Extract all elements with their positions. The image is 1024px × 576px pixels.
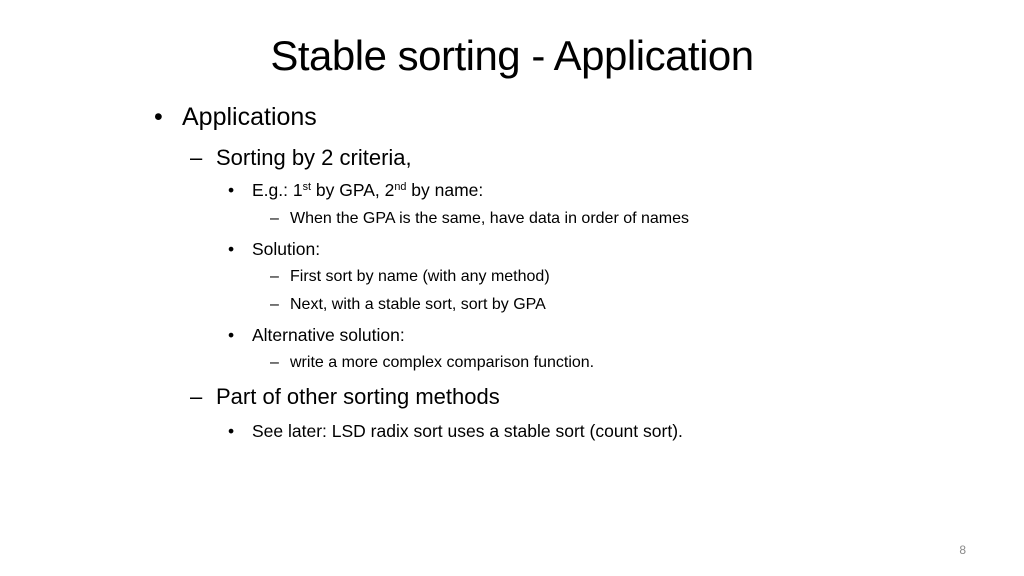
- dash-marker: –: [270, 268, 279, 285]
- bullet-marker: •: [228, 421, 235, 441]
- subitem-sorting-by-2-criteria: [190, 145, 412, 171]
- bullet-text: Applications: [182, 103, 317, 131]
- subitem-next-stable-sort: [270, 296, 546, 314]
- subitem-first-sort: [270, 268, 550, 286]
- slide-title: Stable sorting - Application: [270, 32, 754, 79]
- bullet-alternative-solution: [228, 325, 405, 346]
- subitem-text: First sort by name (with any method): [290, 268, 550, 285]
- subitem-complex-comparison: [270, 354, 594, 372]
- example-superscript-nd: nd: [394, 181, 407, 194]
- page-number: 8: [959, 543, 966, 557]
- dash-marker: –: [270, 354, 279, 371]
- bullet-marker: •: [228, 239, 235, 259]
- dash-marker: –: [270, 210, 279, 227]
- dash-marker: –: [190, 145, 203, 170]
- bullet-marker: •: [154, 103, 163, 131]
- example-middle: by GPA, 2: [311, 180, 395, 200]
- dash-marker: –: [270, 296, 279, 313]
- subitem-when-gpa-same: [270, 210, 689, 228]
- bullet-text: See later: LSD radix sort uses a stable sort (count sort).: [252, 421, 683, 441]
- subitem-text: Sorting by 2 criteria,: [216, 145, 412, 170]
- example-superscript-st: st: [302, 181, 312, 194]
- subitem-text: write a more complex comparison function.: [290, 354, 595, 371]
- bullet-marker: •: [228, 325, 235, 345]
- bullet-text: Solution:: [252, 239, 321, 259]
- example-text: [252, 180, 483, 201]
- subitem-text: Next, with a stable sort, sort by GPA: [290, 296, 546, 313]
- subitem-text: When the GPA is the same, have data in order of names: [290, 210, 690, 227]
- bullet-solution: [228, 239, 320, 260]
- bullet-see-later: [228, 421, 683, 442]
- dash-marker: –: [190, 384, 203, 409]
- bullet-text: Alternative solution:: [252, 325, 405, 345]
- bullet-example: [228, 180, 483, 201]
- bullet-applications: [154, 103, 317, 132]
- subitem-part-of-other: [190, 384, 500, 410]
- example-suffix: by name:: [406, 180, 484, 200]
- subitem-text: Part of other sorting methods: [216, 384, 500, 409]
- bullet-marker: •: [228, 180, 235, 200]
- example-prefix: E.g.: 1: [252, 180, 303, 200]
